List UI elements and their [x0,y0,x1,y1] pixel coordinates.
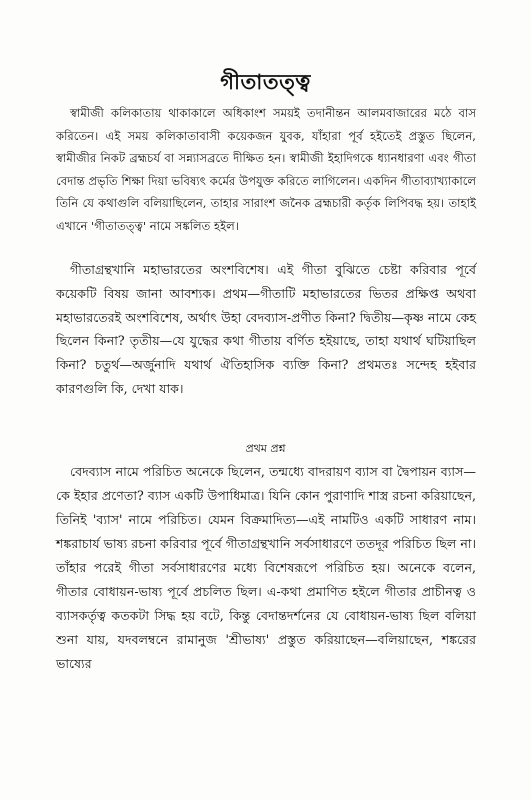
intro-paragraph [56,102,476,238]
body-paragraph-1 [56,258,476,401]
chapter-title: গীতাতত্ত্ব [220,69,311,94]
body-text-1: গীতাগ্রন্থখানি মহাভারতের অংশবিশেষ। এই গীতা বুঝিতে চেষ্টা করিবার পূর্বে কয়েকটি বিষয় জানা আবশ্যক। প্রথম—গীতাটি মহাভারতের ভিতর প্রক্ষিপ্ত অথবা মহাভারতেরই অংশবিশেষ, অর্থাৎ উহা বেদব্যাস-প্রণীত কিনা? দ্বিতীয়—কৃষ্ণ নামে কেহ ছিলেন কিনা? তৃতীয়—যে যুদ্ধের কথা গীতায় বর্ণিত হইয়াছে, তাহা যথার্থ ঘটিয়াছিল কিনা? চতুর্থ—অর্জুনাদি যথার্থ ঐতিহাসিক ব্যক্তি কিনা? প্রথমতঃ সন্দেহ হইবার কারণগুলি কি, দেখা যাক। [56,262,476,396]
body-paragraph-2 [56,460,476,676]
body-text-2: বেদব্যাস নামে পরিচিত অনেকে ছিলেন, তন্মধ্যে বাদরায়ণ ব্যাস বা দ্বৈপায়ন ব্যাস—কে ইহার প্রণেতা? ব্যাস একটি উপাধিমাত্র। যিনি কোন পুরাণাদি শাস্ত্র রচনা করিয়াছেন, তিনিই 'ব্যাস' নামে পরিচিত। যেমন বিক্রমাদিত্য—এই নামটিও একটি সাধারণ নাম। শঙ্করাচার্য ভাষ্য রচনা করিবার পূর্বে গীতাগ্রন্থখানি সর্বসাধারণে ততদূর পরিচিত ছিল না। তাঁহার পরেই গীতা সর্বসাধারণের মধ্যে বিশেষরূপে পরিচিত হয়। অনেকে বলেন, গীতার বোধায়ন-ভাষ্য পূর্বে প্রচলিত ছিল। এ-কথা প্রমাণিত হইলে গীতার প্রাচীনত্ব ও ব্যাসকর্তৃত্ব কতকটা সিদ্ধ হয় বটে, কিন্তু বেদান্তদর্শনের যে বোধায়ন-ভাষ্য ছিল বলিয়া শুনা যায়, যদবলম্বনে রামানুজ 'শ্রীভাষ্য' প্রস্তুত করিয়াছেন—বলিয়াছেন, শঙ্করের ভাষ্যের [56,464,476,671]
intro-text: স্বামীজী কলিকাতায় থাকাকালে অধিকাংশ সময়ই তদানীন্তন আলমবাজারের মঠে বাস করিতেন। এই সময় কলিকাতাবাসী কয়েকজন যুবক, যাঁহারা পূর্ব হইতেই প্রস্তুত ছিলেন, স্বামীজীর নিকট ব্রহ্মচর্য বা সন্ন্যাসব্রতে দীক্ষিত হন। স্বামীজী ইহাদিগকে ধ্যানধারণা এবং গীতা বেদান্ত প্রভৃতি শিক্ষা দিয়া ভবিষ্যৎ কর্মের উপযুক্ত করিতে লাগিলেন। একদিন গীতাব্যাখ্যাকালে তিনি যে কথাগুলি বলিয়াছিলেন, তাহার সারাংশ জনৈক ব্রহ্মচারী কর্তৃক লিপিবদ্ধ হয়। তাহাই এখানে 'গীতাতত্ত্ব' নামে সঙ্কলিত হইল। [56,106,476,233]
section-heading: প্রথম প্রশ্ন [245,442,286,455]
